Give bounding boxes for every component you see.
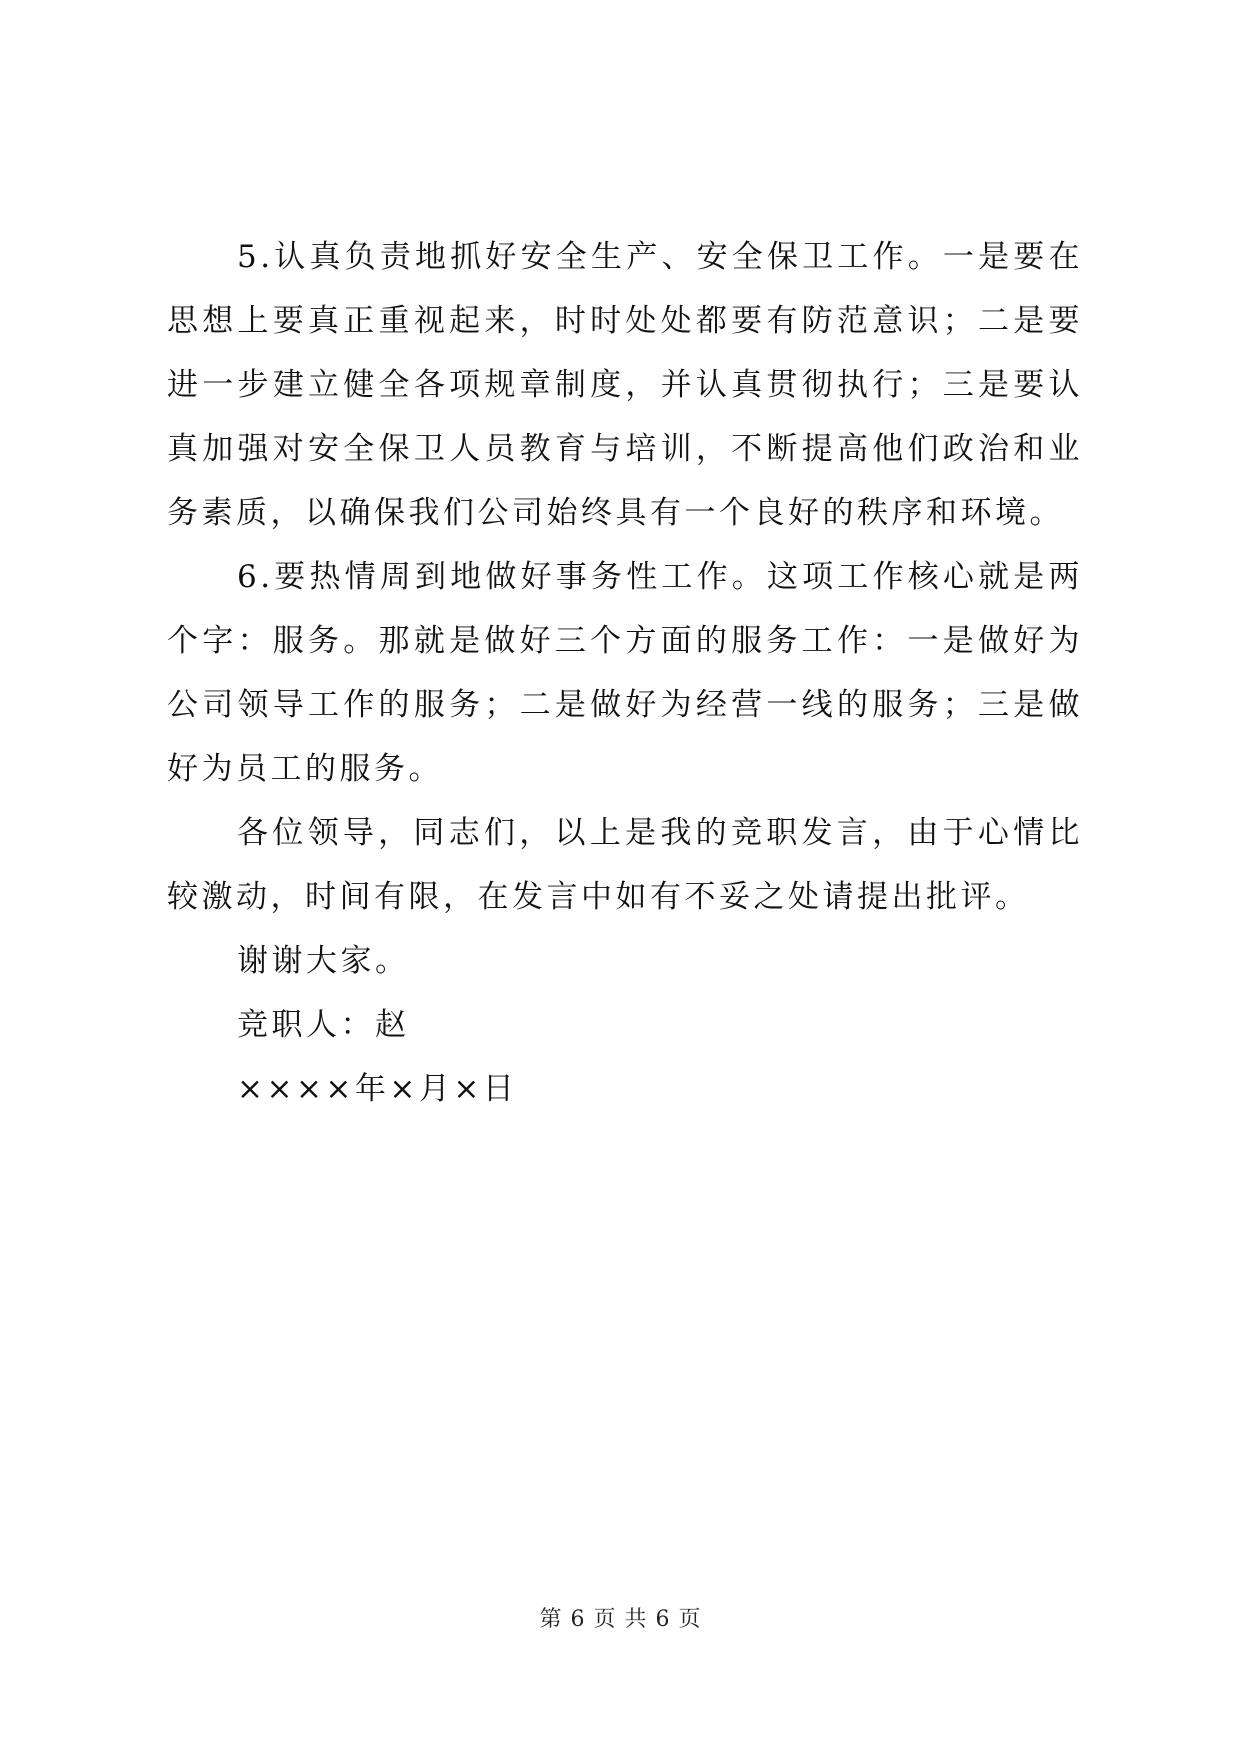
paragraph-service-work: 6.要热情周到地做好事务性工作。这项工作核心就是两个字：服务。那就是做好三个方面的服务工作：一是做好为公司领导工作的服务；二是做好为经营一线的服务；三是做好为员工的服务。 (167, 559, 1083, 787)
paragraph-safety-work: 5.认真负责地抓好安全生产、安全保卫工作。一是要在思想上要真正重视起来，时时处处都要有防范意识；二是要进一步建立健全各项规章制度，并认真贯彻执行；三是要认真加强对安全保卫人员教育与培训，不断提高他们政治和业务素质，以确保我们公司始终具有一个良好的秩序和环境。 (167, 239, 1083, 531)
document-body (167, 225, 1083, 1121)
date-line: ××××年×月×日 (237, 1071, 518, 1107)
paragraph-closing-remarks: 各位领导，同志们，以上是我的竞职发言，由于心情比较激动，时间有限，在发言中如有不妥之处请提出批评。 (167, 815, 1083, 915)
thanks-line: 谢谢大家。 (237, 943, 410, 979)
signature-line: 竞职人：赵 (237, 1007, 410, 1043)
page-number-footer: 第 6 页 共 6 页 (539, 1607, 702, 1632)
